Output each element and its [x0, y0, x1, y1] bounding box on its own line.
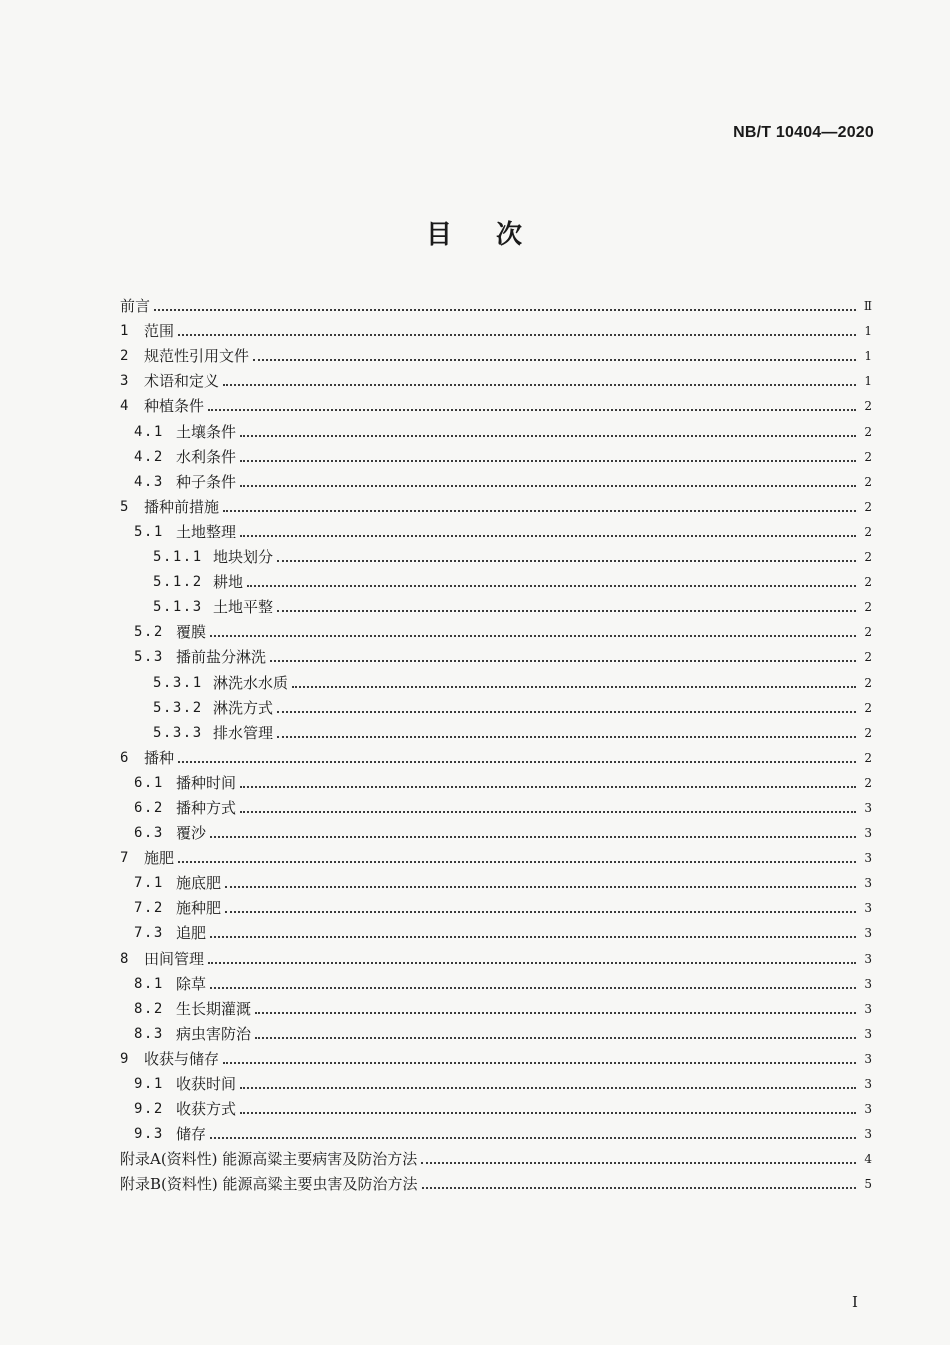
toc-leader-dots: [208, 408, 856, 411]
toc-entry-page: 3: [864, 976, 872, 991]
page-number: I: [852, 1293, 858, 1311]
toc-entry-page: 1: [864, 374, 872, 389]
toc-entry[interactable]: [120, 793, 872, 818]
toc-entry-number: 5.1.3: [153, 599, 203, 616]
toc-entry-label: 施底肥: [176, 874, 222, 893]
toc-entry[interactable]: [120, 969, 872, 994]
toc-entry-page: 3: [864, 951, 872, 966]
toc-leader-dots: [240, 1086, 856, 1089]
toc-leader-dots: [240, 484, 856, 487]
toc-entry-label: 施种肥: [176, 899, 222, 918]
toc-entry-number: 6.1: [134, 774, 164, 791]
toc-leader-dots: [223, 509, 856, 512]
toc-leader-dots: [255, 1011, 856, 1014]
toc-entry[interactable]: [120, 1169, 872, 1194]
toc-entry[interactable]: [120, 918, 872, 943]
toc-entry-page: 2: [864, 474, 872, 489]
toc-leader-dots: [240, 785, 856, 788]
toc-entry-page: 3: [864, 826, 872, 841]
toc-entry-label: 前言: [120, 297, 151, 316]
toc-entry-number: 5.3.1: [153, 674, 203, 691]
toc-leader-dots: [154, 308, 856, 311]
toc-entry[interactable]: [120, 567, 872, 592]
toc-leader-dots: [240, 1111, 856, 1114]
toc-entry-number: 7: [120, 850, 130, 867]
toc-entry[interactable]: [120, 467, 872, 492]
toc-entry-number: 5.1: [134, 523, 164, 540]
toc-leader-dots: [277, 609, 856, 612]
toc-leader-dots: [422, 1186, 857, 1189]
toc-entry-number: 4: [120, 398, 130, 415]
toc-entry-page: 3: [864, 1051, 872, 1066]
toc-entry[interactable]: [120, 1094, 872, 1119]
toc-entry-number: 8.1: [134, 975, 164, 992]
toc-entry[interactable]: [120, 818, 872, 843]
toc-leader-dots: [208, 961, 856, 964]
toc-entry-page: 3: [864, 1026, 872, 1041]
toc-entry-page: 2: [864, 650, 872, 665]
toc-entry-label: 覆沙: [176, 824, 207, 843]
toc-entry-number: 5: [120, 498, 130, 515]
toc-entry-page: 2: [864, 625, 872, 640]
toc-leader-dots: [210, 1136, 856, 1139]
toc-leader-dots: [210, 634, 856, 637]
toc-entry-label: 追肥: [176, 924, 207, 943]
toc-leader-dots: [223, 1061, 856, 1064]
toc-entry-number: 9.3: [134, 1126, 164, 1143]
toc-leader-dots: [277, 710, 856, 713]
toc-leader-dots: [225, 885, 856, 888]
toc-leader-dots: [240, 534, 856, 537]
toc-entry-label: 收获时间: [176, 1075, 237, 1093]
toc-entry-number: 4.1: [134, 423, 164, 440]
toc-entry-number: 9.1: [134, 1076, 164, 1092]
toc-entry-label: 淋洗水水质: [213, 673, 289, 692]
toc-entry-label: 覆膜: [176, 623, 207, 642]
toc-entry-number: 8: [120, 950, 130, 967]
toc-leader-dots: [292, 685, 856, 688]
toc-entry-number: 1: [120, 323, 130, 340]
toc-leader-dots: [178, 333, 856, 336]
toc-entry[interactable]: [120, 1119, 872, 1144]
toc-entry-number: 9: [120, 1050, 130, 1067]
toc-leader-dots: [240, 434, 856, 437]
toc-entry[interactable]: [120, 994, 872, 1019]
toc-leader-dots: [178, 860, 856, 863]
toc-entry-label: 土地平整: [213, 598, 274, 617]
toc-leader-dots: [421, 1161, 856, 1164]
toc-leader-dots: [178, 760, 856, 763]
toc-entry[interactable]: [120, 843, 872, 868]
toc-entry[interactable]: [120, 642, 872, 667]
standard-code: NB/T 10404—2020: [733, 124, 874, 141]
toc-entry-label: 种子条件: [176, 472, 237, 491]
toc-entry-page: 5: [864, 1177, 872, 1192]
toc-entry-number: 7.1: [134, 875, 164, 892]
toc-entry[interactable]: [120, 617, 872, 642]
toc-entry-label: 土地整理: [176, 522, 237, 541]
toc-entry-label: 种植条件: [144, 397, 205, 416]
toc-entry[interactable]: [120, 1144, 872, 1169]
toc-leader-dots: [210, 935, 856, 938]
toc-entry-number: 5.1.2: [153, 574, 203, 591]
toc-entry[interactable]: [120, 743, 872, 768]
toc-entry-page: 2: [864, 575, 872, 590]
toc-leader-dots: [247, 584, 856, 587]
toc-entry-page: 2: [864, 399, 872, 414]
toc-entry[interactable]: [120, 442, 872, 467]
toc-entry-number: 7.2: [134, 900, 164, 917]
toc-entry-number: 4.2: [134, 448, 164, 465]
page-title: 目次: [425, 220, 566, 250]
toc-entry-label: 播种时间: [176, 773, 237, 792]
toc-entry-page: 2: [864, 499, 872, 514]
toc-entry-page: Ⅱ: [863, 299, 872, 314]
toc-leader-dots: [223, 383, 856, 386]
toc-entry[interactable]: [120, 667, 872, 692]
toc-entry-label: 排水管理: [213, 723, 274, 742]
toc-entry[interactable]: [120, 718, 872, 743]
toc-entry[interactable]: [120, 1069, 872, 1094]
toc-entry[interactable]: [120, 492, 872, 517]
table-of-contents: [120, 291, 872, 1194]
toc-entry-page: 4: [864, 1152, 872, 1167]
toc-entry-number: 5.3.2: [153, 699, 203, 716]
toc-entry-number: 5.3.3: [153, 724, 203, 741]
toc-entry-page: 2: [864, 449, 872, 464]
toc-leader-dots: [270, 659, 856, 662]
toc-entry-label: 土壤条件: [176, 422, 237, 441]
toc-entry-number: 8.2: [134, 1000, 164, 1017]
toc-leader-dots: [255, 1036, 856, 1039]
toc-entry-number: 2: [120, 348, 130, 365]
toc-entry-label: 储存: [176, 1125, 207, 1144]
toc-entry-page: 3: [864, 851, 872, 866]
toc-leader-dots: [210, 986, 856, 989]
toc-entry-label: 播种方式: [176, 798, 237, 817]
toc-entry[interactable]: [120, 1019, 872, 1044]
toc-entry-number: 7.3: [134, 925, 164, 942]
toc-entry-label: 淋洗方式: [213, 698, 274, 717]
toc-entry-page: 2: [864, 750, 872, 765]
toc-entry[interactable]: [120, 416, 872, 441]
toc-entry[interactable]: [120, 592, 872, 617]
toc-entry-number: 5.1.1: [153, 549, 203, 566]
toc-entry[interactable]: [120, 693, 872, 718]
toc-entry-page: 2: [864, 675, 872, 690]
toc-entry-label: 附录A(资料性) 能源高粱主要病害及防治方法: [120, 1150, 418, 1169]
toc-entry-page: 3: [864, 876, 872, 891]
toc-entry-label: 收获方式: [176, 1100, 237, 1119]
toc-entry-page: 2: [864, 775, 872, 790]
toc-entry[interactable]: [120, 341, 872, 366]
toc-entry-page: 2: [864, 424, 872, 439]
toc-entry[interactable]: [120, 868, 872, 893]
toc-entry-label: 地块划分: [213, 548, 274, 567]
toc-entry-page: 2: [864, 725, 872, 740]
toc-entry-page: 2: [864, 524, 872, 539]
toc-entry-label: 施肥: [144, 849, 175, 868]
toc-entry-label: 附录B(资料性) 能源高粱主要虫害及防治方法: [120, 1175, 418, 1194]
toc-entry-label: 生长期灌溉: [176, 999, 252, 1018]
toc-entry-label: 水利条件: [176, 447, 237, 466]
toc-entry-page: 2: [864, 600, 872, 615]
toc-entry-label: 术语和定义: [144, 372, 220, 391]
toc-entry-label: 耕地: [213, 573, 244, 592]
toc-leader-dots: [277, 559, 856, 562]
toc-leader-dots: [253, 358, 856, 361]
toc-entry-label: 田间管理: [144, 949, 205, 968]
toc-entry[interactable]: [120, 391, 872, 416]
toc-entry-label: 播种前措施: [144, 497, 220, 516]
toc-entry[interactable]: [120, 316, 872, 341]
toc-leader-dots: [277, 735, 856, 738]
toc-entry-label: 范围: [144, 322, 175, 341]
toc-entry-page: 3: [864, 800, 872, 815]
toc-entry[interactable]: [120, 943, 872, 968]
toc-entry-number: 5.2: [134, 624, 164, 641]
toc-entry-number: 8.3: [134, 1025, 164, 1042]
toc-entry-label: 播前盐分淋洗: [176, 648, 267, 667]
toc-entry-label: 病虫害防治: [176, 1024, 252, 1043]
toc-entry-page: 3: [864, 901, 872, 916]
toc-entry[interactable]: [120, 1044, 872, 1069]
toc-entry[interactable]: [120, 366, 872, 391]
toc-entry[interactable]: [120, 768, 872, 793]
toc-entry[interactable]: [120, 291, 872, 316]
toc-leader-dots: [240, 459, 856, 462]
toc-entry-number: 3: [120, 373, 130, 390]
toc-leader-dots: [225, 910, 856, 913]
toc-entry-page: 3: [864, 1077, 872, 1091]
toc-entry-label: 播种: [144, 748, 175, 767]
toc-leader-dots: [210, 835, 856, 838]
toc-entry[interactable]: [120, 542, 872, 567]
toc-entry-number: 4.3: [134, 473, 164, 490]
toc-entry-number: 6.3: [134, 825, 164, 842]
toc-entry-label: 收获与储存: [144, 1049, 220, 1068]
toc-entry[interactable]: [120, 893, 872, 918]
toc-entry[interactable]: [120, 517, 872, 542]
toc-entry-page: 1: [864, 349, 872, 364]
toc-entry-page: 1: [864, 324, 872, 339]
toc-entry-number: 6: [120, 749, 130, 766]
toc-entry-page: 3: [864, 1102, 872, 1117]
toc-entry-label: 除草: [176, 974, 207, 993]
toc-entry-page: 2: [864, 550, 872, 565]
toc-entry-number: 5.3: [134, 649, 164, 666]
toc-entry-number: 9.2: [134, 1101, 164, 1118]
toc-entry-number: 6.2: [134, 799, 164, 816]
toc-entry-page: 3: [864, 926, 872, 941]
toc-entry-label: 规范性引用文件: [144, 347, 250, 366]
toc-leader-dots: [240, 810, 856, 813]
toc-entry-page: 3: [864, 1127, 872, 1142]
toc-entry-page: 3: [864, 1001, 872, 1016]
toc-entry-page: 2: [864, 700, 872, 715]
